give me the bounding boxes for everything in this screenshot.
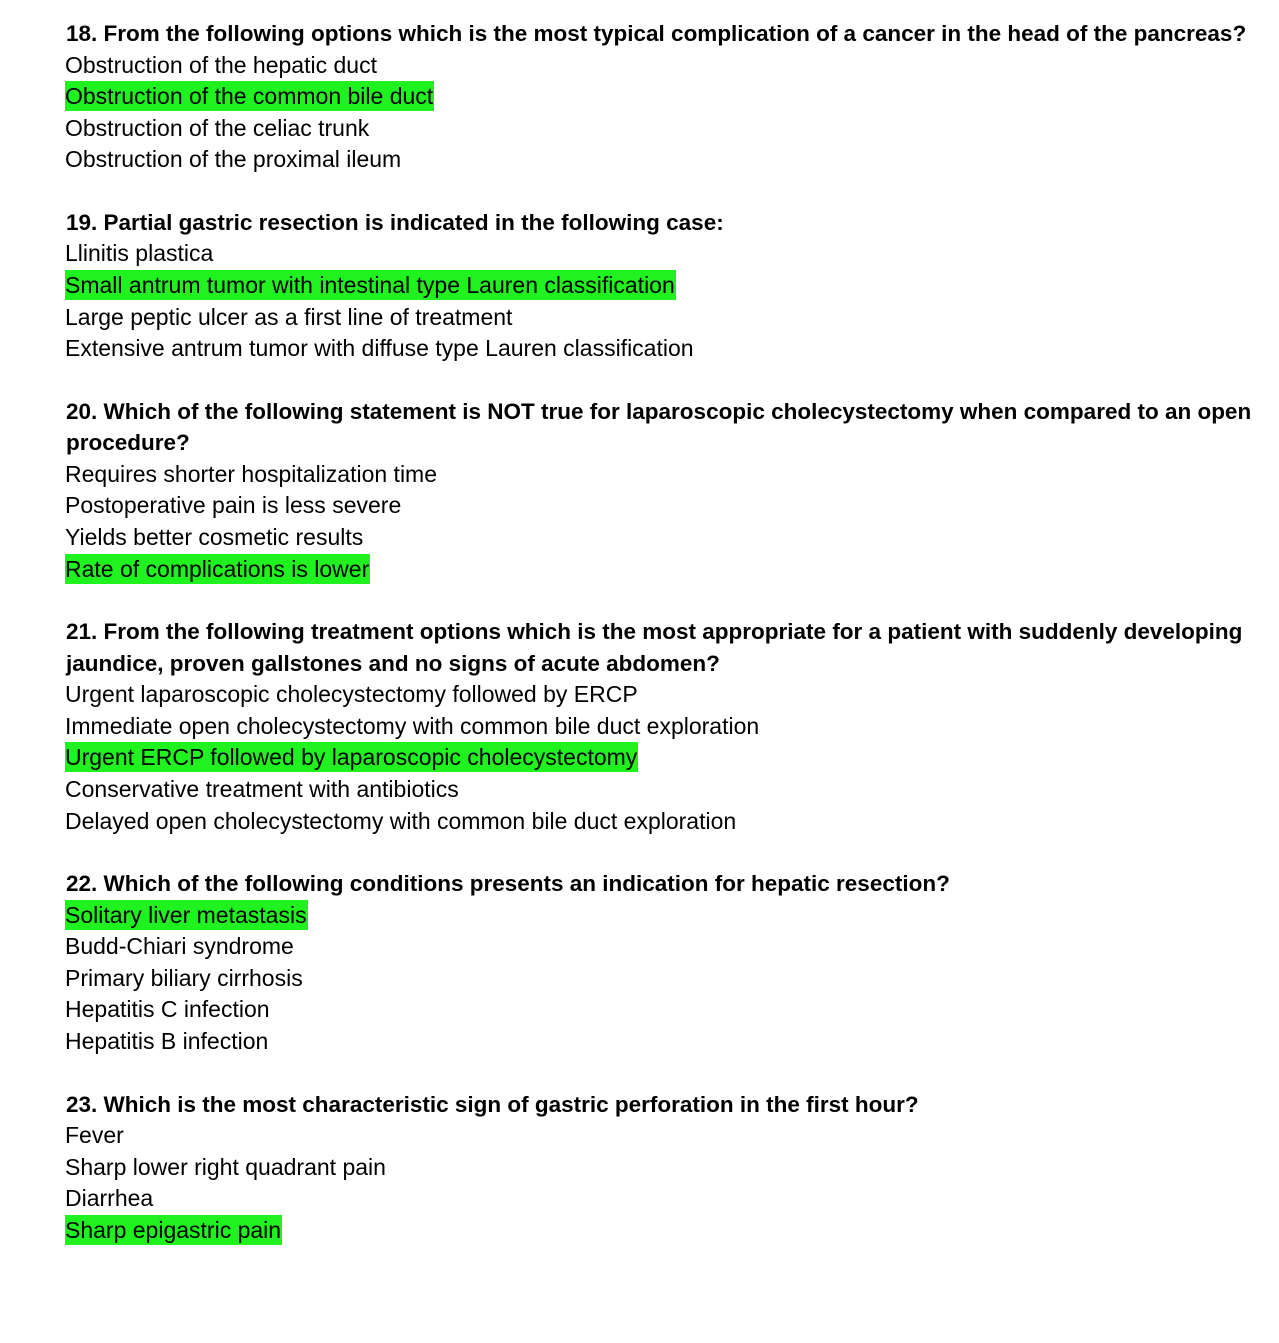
question-title: 18. From the following options which is the most typical complication of a cancer in the head of the pancreas?: [66, 21, 1247, 46]
answer-option: [66, 302, 1256, 334]
answer-text: Conservative treatment with antibiotics: [65, 775, 459, 802]
answer-text: Immediate open cholecystectomy with common bile duct exploration: [65, 712, 760, 739]
question-23: [66, 1089, 1256, 1247]
answer-option-correct: [66, 270, 1256, 302]
question-18: [66, 18, 1256, 176]
answer-option: [66, 490, 1256, 522]
answer-text-highlighted: Obstruction of the common bile duct: [65, 83, 434, 110]
answer-option: [66, 1152, 1256, 1184]
answer-option: [66, 522, 1256, 554]
answer-option-correct: [66, 900, 1256, 932]
answer-text-highlighted: Solitary liver metastasis: [65, 901, 307, 928]
answer-text: Yields better cosmetic results: [65, 523, 364, 550]
question-21: [66, 616, 1256, 837]
answer-option: [66, 459, 1256, 491]
answer-option: [66, 963, 1256, 995]
question-title: 22. Which of the following conditions presents an indication for hepatic resection?: [66, 871, 950, 897]
question-title: 23. Which is the most characteristic sign of gastric perforation in the first hour?: [66, 1091, 919, 1117]
answer-text: Hepatitis C infection: [65, 996, 270, 1023]
answer-option: [66, 1026, 1256, 1058]
answer-text: Postoperative pain is less severe: [65, 492, 402, 519]
answer-option-correct: [66, 81, 1256, 113]
answer-text: Extensive antrum tumor with diffuse type Lauren classification: [65, 335, 694, 362]
answer-option-correct: [66, 554, 1256, 586]
answer-text-highlighted: Urgent ERCP followed by laparoscopic cholecystectomy: [65, 744, 638, 771]
answer-option-correct: [66, 742, 1256, 774]
answer-text: Obstruction of the celiac trunk: [65, 114, 370, 141]
question-19: [66, 207, 1256, 365]
answer-option: [66, 113, 1256, 145]
answer-text: Hepatitis B infection: [65, 1027, 269, 1054]
answer-option: [66, 994, 1256, 1026]
answer-option: [66, 679, 1256, 711]
answer-text: Delayed open cholecystectomy with common bile duct exploration: [65, 807, 737, 834]
answer-option: [66, 774, 1256, 806]
answer-option: [66, 238, 1256, 270]
answer-option: [66, 144, 1256, 176]
answer-text: Llinitis plastica: [65, 240, 214, 267]
answer-text: Budd-Chiari syndrome: [65, 933, 294, 960]
answer-option: [66, 711, 1256, 743]
answer-option: [66, 931, 1256, 963]
answer-option: [66, 1120, 1256, 1152]
question-20: [66, 396, 1256, 585]
answer-text: Obstruction of the hepatic duct: [65, 51, 377, 78]
answer-text: Requires shorter hospitalization time: [65, 460, 438, 487]
answer-text: Urgent laparoscopic cholecystectomy followed by ERCP: [65, 681, 638, 708]
question-22: [66, 868, 1256, 1057]
answer-option: [66, 1183, 1256, 1215]
question-title: 19. Partial gastric resection is indicated in the following case:: [66, 209, 724, 235]
answer-text: Obstruction of the proximal ileum: [65, 146, 402, 173]
question-title: 21. From the following treatment options which is the most appropriate for a patient with suddenly developing jaundice, proven gallstones and no signs of acute abdomen?: [66, 619, 1243, 676]
answer-text-highlighted: Rate of complications is lower: [65, 555, 370, 582]
answer-text-highlighted: Small antrum tumor with intestinal type Lauren classification: [65, 271, 675, 298]
answer-option: [66, 333, 1256, 365]
answer-text: Primary biliary cirrhosis: [65, 964, 303, 991]
question-title: 20. Which of the following statement is NOT true for laparoscopic cholecystectomy when compared to an open procedure?: [66, 398, 1252, 456]
quiz-document: [66, 18, 1256, 1277]
answer-text: Large peptic ulcer as a first line of treatment: [65, 303, 513, 330]
answer-option: [66, 50, 1256, 82]
answer-text-highlighted: Sharp epigastric pain: [65, 1216, 282, 1243]
answer-text: Fever: [65, 1122, 124, 1149]
answer-option-correct: [66, 1215, 1256, 1247]
answer-text: Diarrhea: [65, 1185, 154, 1212]
answer-option: [66, 806, 1256, 838]
answer-text: Sharp lower right quadrant pain: [65, 1153, 386, 1180]
